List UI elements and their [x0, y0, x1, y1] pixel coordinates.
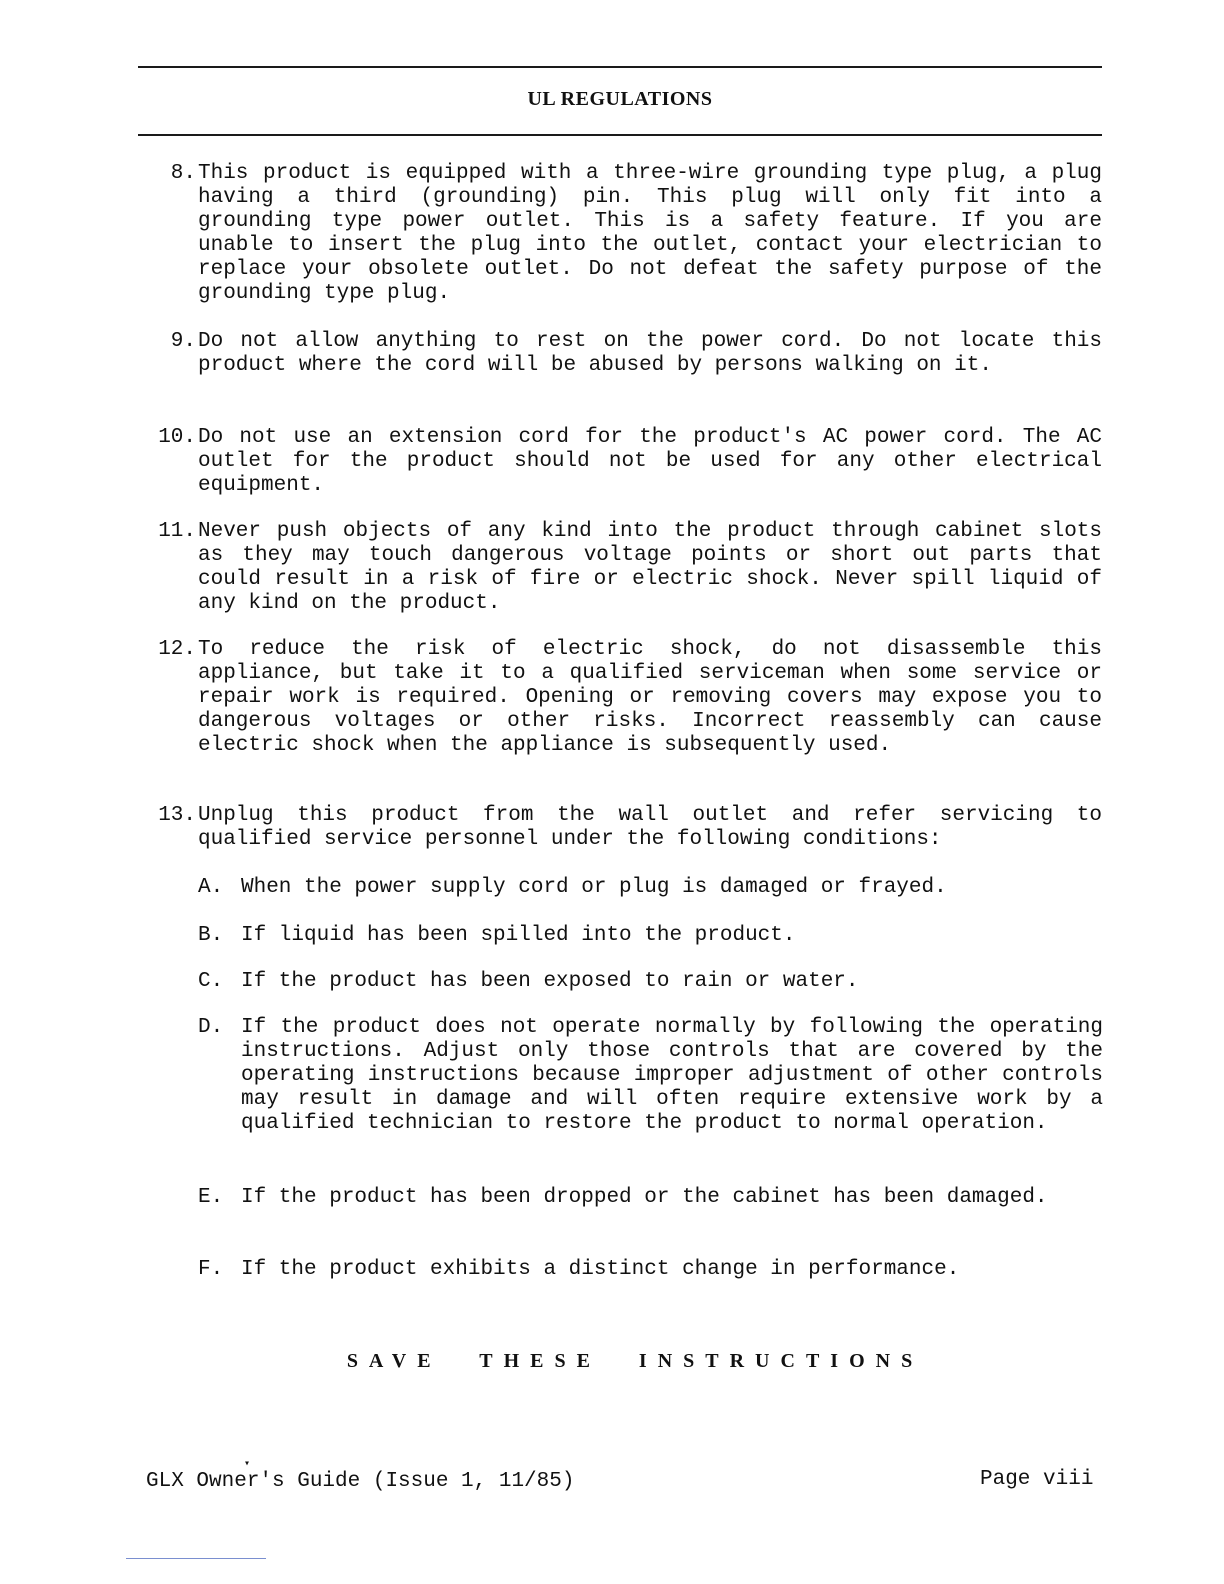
closing-notice: SAVE THESE INSTRUCTIONS	[346, 1350, 924, 1372]
header-top-rule	[138, 66, 1102, 68]
header-bottom-rule	[138, 134, 1102, 136]
sub-item-letter: B.	[198, 924, 224, 947]
item-text: Do not allow anything to rest on the power cord. Do not locate this product where the cord will be abused by persons walking on it.	[198, 330, 1102, 377]
footer-page-number: Page viii	[980, 1468, 1094, 1491]
item-number: 12.	[158, 638, 196, 661]
sub-item-text: If the product exhibits a distinct change in performance.	[241, 1258, 960, 1281]
item-number: 10.	[158, 426, 196, 449]
sub-item-text: If liquid has been spilled into the product.	[241, 924, 796, 947]
item-text: This product is equipped with a three-wire grounding type plug, a plug having a third (grounding) pin. This plug will only fit into a grounding type power outlet. This is a safety feature. If you are unable to insert the plug into the outlet, contact your electrician to replace your obsolete outlet. Do not defeat the safety purpose of the grounding type plug.	[198, 162, 1102, 305]
item-text: Unplug this product from the wall outlet and refer servicing to qualified service personnel under the following conditions:	[198, 804, 1102, 851]
page-title: UL REGULATIONS	[527, 88, 713, 110]
footer-divider	[126, 1558, 266, 1559]
sub-item-text: If the product has been exposed to rain or water.	[241, 970, 859, 993]
sub-item-letter: A.	[198, 876, 224, 899]
sub-item-text: If the product has been dropped or the cabinet has been damaged.	[241, 1186, 1048, 1209]
sub-item-letter: C.	[198, 970, 224, 993]
item-text: To reduce the risk of electric shock, do not disassemble this appliance, but take it to a qualified serviceman when some service or repair work is required. Opening or removing covers may expose you to dangerous voltages or other risks. Incorrect reassembly can cause electric shock when the appliance is subsequently used.	[198, 638, 1102, 757]
item-number: 13.	[158, 804, 196, 827]
item-number: 9.	[170, 330, 196, 353]
footer-document-title: GLX Owner's Guide (Issue 1, 11/85)	[146, 1470, 575, 1493]
sub-item-letter: E.	[198, 1186, 224, 1209]
sub-item-letter: D.	[198, 1016, 224, 1039]
speck-mark-icon: ▾	[244, 1459, 251, 1470]
item-number: 11.	[158, 520, 196, 543]
item-text: Never push objects of any kind into the product through cabinet slots as they may touch dangerous voltage points or short out parts that could result in a risk of fire or electric shock. Never spill liquid of any kind on the product.	[198, 520, 1102, 615]
sub-item-letter: F.	[198, 1258, 224, 1281]
sub-item-text: If the product does not operate normally by following the operating instructions. Adjust only those controls that are covered by the operating instructions because improper adjustment of other controls may result in damage and will often require extensive work by a qualified technician to restore the product to normal operation.	[241, 1016, 1103, 1135]
sub-item-text: When the power supply cord or plug is damaged or frayed.	[241, 876, 947, 899]
item-number: 8.	[170, 162, 196, 185]
item-text: Do not use an extension cord for the product's AC power cord. The AC outlet for the product should not be used for any other electrical equipment.	[198, 426, 1102, 497]
